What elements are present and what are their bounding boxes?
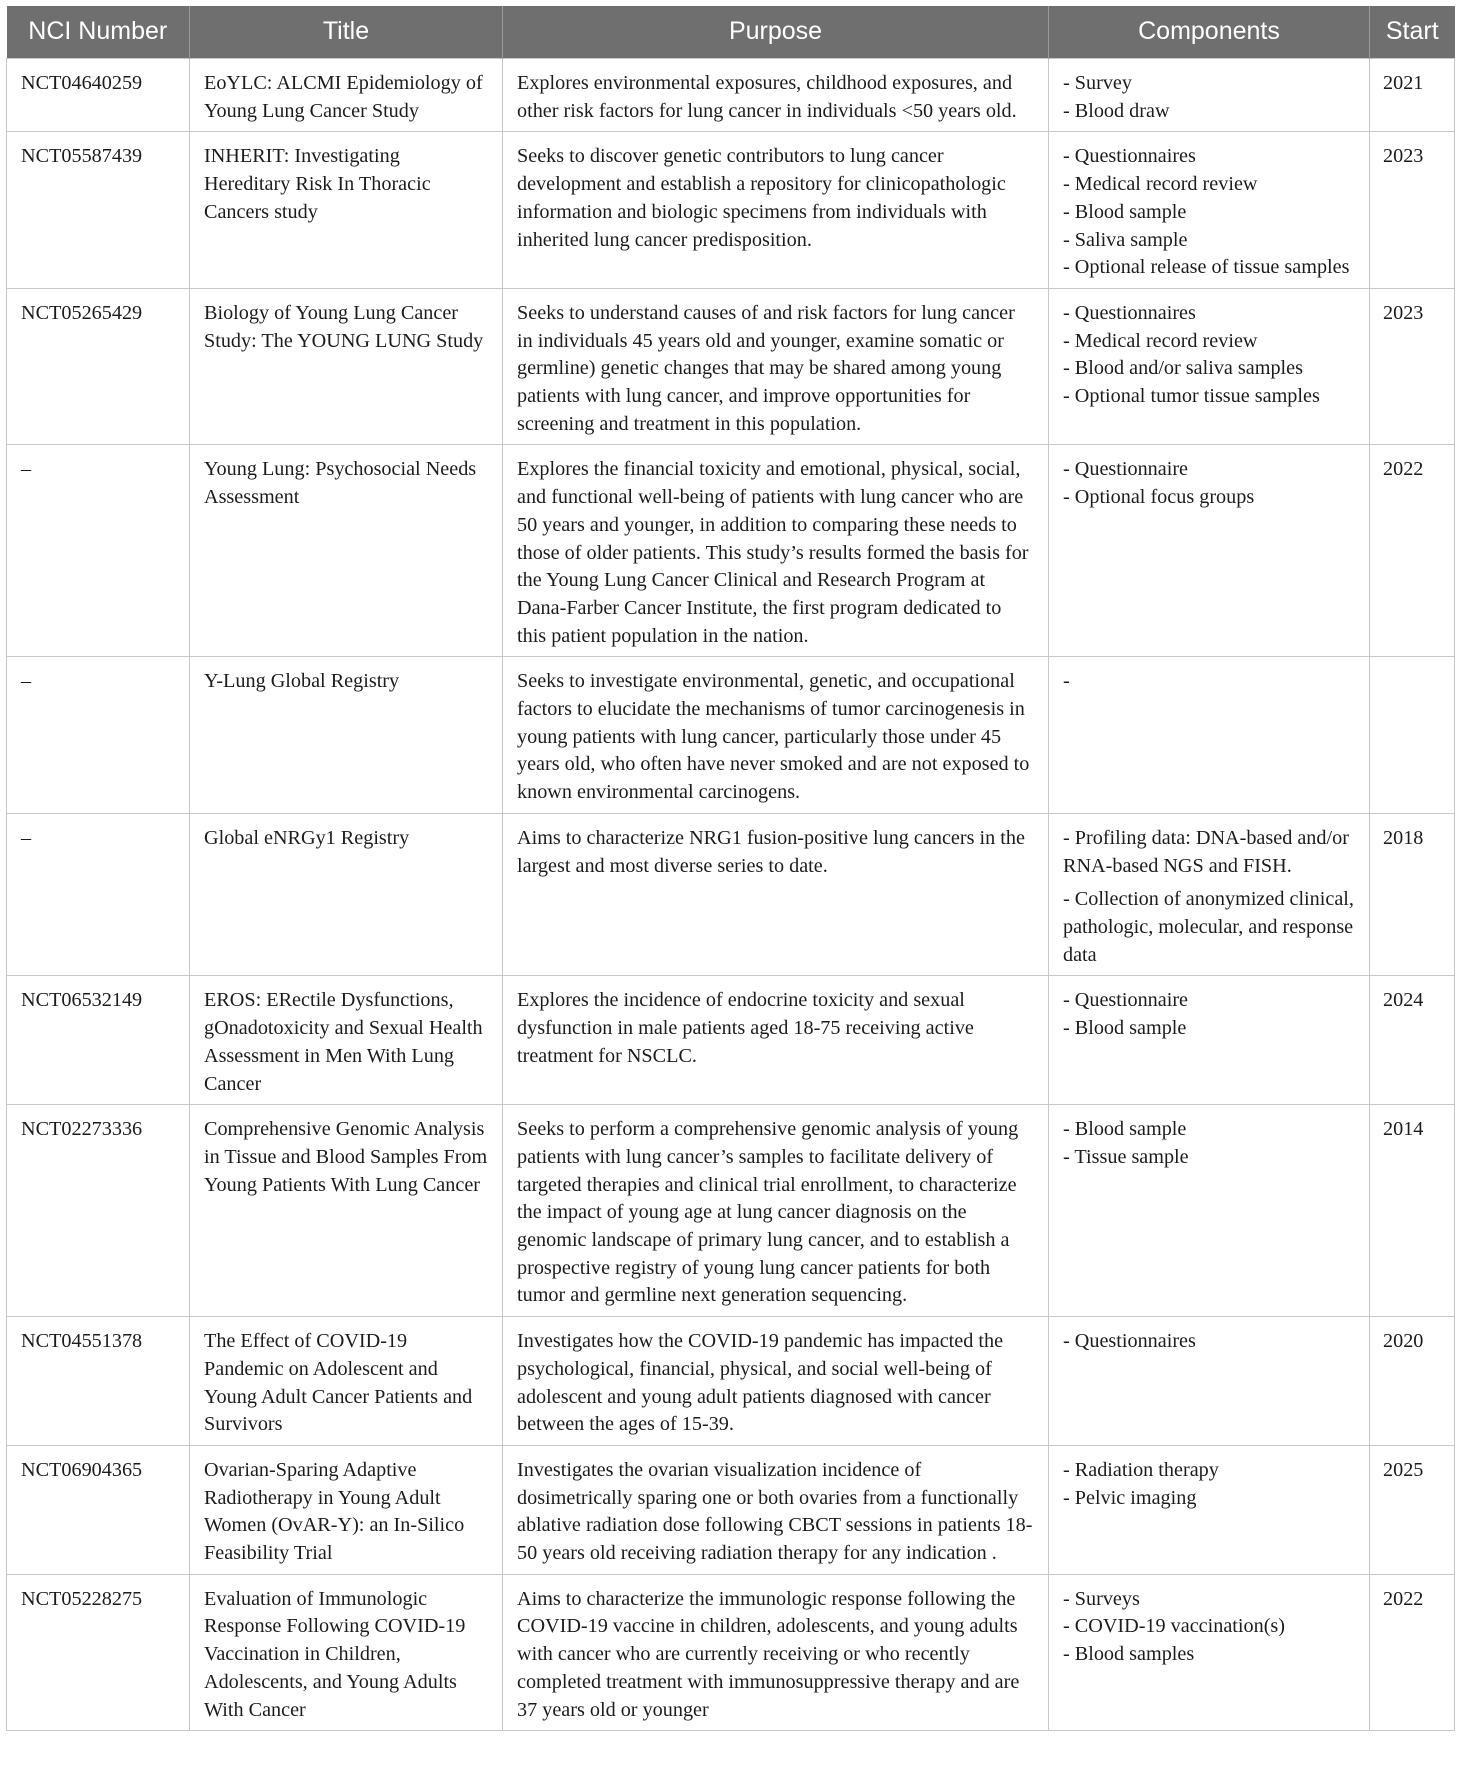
component-item: - Questionnaires xyxy=(1063,301,1196,324)
cell-start: 2025 xyxy=(1370,1445,1455,1574)
component-item: - Saliva sample xyxy=(1063,228,1188,251)
cell-components xyxy=(1049,813,1370,976)
cell-nci-number: NCT05265429 xyxy=(7,288,190,445)
cell-start: 2014 xyxy=(1370,1105,1455,1317)
header-purpose: Purpose xyxy=(503,6,1049,59)
component-item: - Profiling data: DNA-based and/or RNA-based NGS and FISH. xyxy=(1063,826,1349,877)
cell-components xyxy=(1049,1317,1370,1446)
cell-components xyxy=(1049,1105,1370,1317)
component-item: - xyxy=(1063,670,1070,693)
component-item: - Blood sample xyxy=(1063,1017,1187,1040)
component-item: - COVID-19 vaccination(s) xyxy=(1063,1615,1285,1638)
component-item: - Pelvic imaging xyxy=(1063,1486,1197,1509)
cell-nci-number: NCT04640259 xyxy=(7,59,190,132)
table-row xyxy=(7,132,1455,289)
studies-table-container xyxy=(6,6,1454,1731)
component-item: - Blood draw xyxy=(1063,99,1170,122)
component-item: - Optional tumor tissue samples xyxy=(1063,385,1320,408)
component-item: - Questionnaire xyxy=(1063,458,1189,481)
cell-purpose: Aims to characterize the immunologic response following the COVID-19 vaccine in children, adolescents, and young adults with cancer who are currently receiving or who recently completed treatment with immunosuppressive therapy and are 37 years old or younger xyxy=(503,1574,1049,1731)
cell-nci-number: NCT06532149 xyxy=(7,976,190,1105)
cell-purpose: Investigates the ovarian visualization incidence of dosimetrically sparing one or both ovaries from a functionally ablative radiation dose following CBCT sessions in patients 18-50 years old receiving radiation therapy for any indication . xyxy=(503,1445,1049,1574)
cell-title: EROS: ERectile Dysfunctions, gOnadotoxicity and Sexual Health Assessment in Men With Lung Cancer xyxy=(190,976,503,1105)
cell-components xyxy=(1049,976,1370,1105)
header-row xyxy=(7,6,1455,59)
cell-purpose: Explores the incidence of endocrine toxicity and sexual dysfunction in male patients aged 18-75 receiving active treatment for NSCLC. xyxy=(503,976,1049,1105)
cell-purpose: Seeks to understand causes of and risk factors for lung cancer in individuals 45 years old and younger, examine somatic or germline) genetic changes that may be shared among young patients with lung cancer, and improve opportunities for screening and treatment in this population. xyxy=(503,288,1049,445)
cell-nci-number: – xyxy=(7,657,190,814)
cell-purpose: Aims to characterize NRG1 fusion-positive lung cancers in the largest and most diverse series to date. xyxy=(503,813,1049,976)
cell-nci-number: NCT05587439 xyxy=(7,132,190,289)
component-item: - Blood and/or saliva samples xyxy=(1063,357,1303,380)
component-item: - Collection of anonymized clinical, pathologic, molecular, and response data xyxy=(1063,888,1354,966)
cell-nci-number: NCT06904365 xyxy=(7,1445,190,1574)
table-row xyxy=(7,445,1455,657)
cell-start: 2024 xyxy=(1370,976,1455,1105)
studies-table xyxy=(6,6,1455,1731)
component-item: - Questionnaire xyxy=(1063,989,1189,1012)
cell-title: Young Lung: Psychosocial Needs Assessment xyxy=(190,445,503,657)
component-item: - Tissue sample xyxy=(1063,1145,1189,1168)
cell-nci-number: – xyxy=(7,813,190,976)
cell-purpose: Seeks to perform a comprehensive genomic analysis of young patients with lung cancer’s samples to facilitate delivery of targeted therapies and clinical trial enrollment, to characterize the impact of young age at lung cancer diagnosis on the genomic landscape of primary lung cancer, and to establish a prospective registry of young lung cancer patients for both tumor and germline next generation sequencing. xyxy=(503,1105,1049,1317)
table-row xyxy=(7,976,1455,1105)
cell-start: 2022 xyxy=(1370,445,1455,657)
component-item: - Medical record review xyxy=(1063,173,1258,196)
component-item: - Blood sample xyxy=(1063,200,1187,223)
table-row xyxy=(7,1317,1455,1446)
table-row xyxy=(7,657,1455,814)
cell-components xyxy=(1049,288,1370,445)
table-row xyxy=(7,1574,1455,1731)
cell-start xyxy=(1370,657,1455,814)
cell-title: EoYLC: ALCMI Epidemiology of Young Lung Cancer Study xyxy=(190,59,503,132)
component-item: - Medical record review xyxy=(1063,329,1258,352)
cell-purpose: Seeks to investigate environmental, genetic, and occupational factors to elucidate the mechanisms of tumor carcinogenesis in young patients with lung cancer, particularly those under 45 years old, who often have never smoked and are not exposed to known environmental carcinogens. xyxy=(503,657,1049,814)
header-title: Title xyxy=(190,6,503,59)
cell-components xyxy=(1049,59,1370,132)
header-start: Start xyxy=(1370,6,1455,59)
cell-title: INHERIT: Investigating Hereditary Risk In Thoracic Cancers study xyxy=(190,132,503,289)
component-item: - Blood samples xyxy=(1063,1643,1195,1666)
cell-nci-number: NCT02273336 xyxy=(7,1105,190,1317)
cell-start: 2021 xyxy=(1370,59,1455,132)
component-item: - Optional focus groups xyxy=(1063,486,1255,509)
cell-purpose: Explores environmental exposures, childhood exposures, and other risk factors for lung cancer in individuals <50 years old. xyxy=(503,59,1049,132)
cell-purpose: Investigates how the COVID-19 pandemic has impacted the psychological, financial, physical, and social well-being of adolescent and young adult patients diagnosed with cancer between the ages of 15-39. xyxy=(503,1317,1049,1446)
table-row xyxy=(7,813,1455,976)
component-item: - Surveys xyxy=(1063,1587,1140,1610)
component-item: - Questionnaires xyxy=(1063,145,1196,168)
table-row xyxy=(7,1105,1455,1317)
cell-components xyxy=(1049,1574,1370,1731)
cell-start: 2023 xyxy=(1370,288,1455,445)
cell-nci-number: – xyxy=(7,445,190,657)
cell-components xyxy=(1049,657,1370,814)
cell-title: Comprehensive Genomic Analysis in Tissue and Blood Samples From Young Patients With Lung Cancer xyxy=(190,1105,503,1317)
cell-title: Biology of Young Lung Cancer Study: The YOUNG LUNG Study xyxy=(190,288,503,445)
cell-title: Ovarian-Sparing Adaptive Radiotherapy in Young Adult Women (OvAR-Y): an In-Silico Feasibility Trial xyxy=(190,1445,503,1574)
component-item: - Optional release of tissue samples xyxy=(1063,256,1350,279)
table-body xyxy=(7,59,1455,1731)
component-item: - Blood sample xyxy=(1063,1118,1187,1141)
cell-title: Y-Lung Global Registry xyxy=(190,657,503,814)
table-row xyxy=(7,288,1455,445)
cell-nci-number: NCT05228275 xyxy=(7,1574,190,1731)
cell-start: 2023 xyxy=(1370,132,1455,289)
cell-nci-number: NCT04551378 xyxy=(7,1317,190,1446)
cell-purpose: Explores the financial toxicity and emotional, physical, social, and functional well-being of patients with lung cancer who are 50 years and younger, in addition to comparing these needs to those of older patients. This study’s results formed the basis for the Young Lung Cancer Clinical and Research Program at Dana-Farber Cancer Institute, the first program dedicated to this patient population in the nation. xyxy=(503,445,1049,657)
cell-title: Evaluation of Immunologic Response Following COVID-19 Vaccination in Children, Adolescents, and Young Adults With Cancer xyxy=(190,1574,503,1731)
cell-title: Global eNRGy1 Registry xyxy=(190,813,503,976)
header-nci-number: NCI Number xyxy=(7,6,190,59)
cell-start: 2018 xyxy=(1370,813,1455,976)
table-row xyxy=(7,59,1455,132)
table-row xyxy=(7,1445,1455,1574)
cell-components xyxy=(1049,1445,1370,1574)
cell-start: 2022 xyxy=(1370,1574,1455,1731)
cell-components xyxy=(1049,445,1370,657)
cell-title: The Effect of COVID-19 Pandemic on Adolescent and Young Adult Cancer Patients and Survivors xyxy=(190,1317,503,1446)
cell-start: 2020 xyxy=(1370,1317,1455,1446)
cell-purpose: Seeks to discover genetic contributors to lung cancer development and establish a repository for clinicopathologic information and biologic specimens from individuals with inherited lung cancer predisposition. xyxy=(503,132,1049,289)
cell-components xyxy=(1049,132,1370,289)
component-item: - Radiation therapy xyxy=(1063,1458,1219,1481)
component-item: - Survey xyxy=(1063,72,1132,94)
header-components: Components xyxy=(1049,6,1370,59)
component-item: - Questionnaires xyxy=(1063,1330,1196,1353)
